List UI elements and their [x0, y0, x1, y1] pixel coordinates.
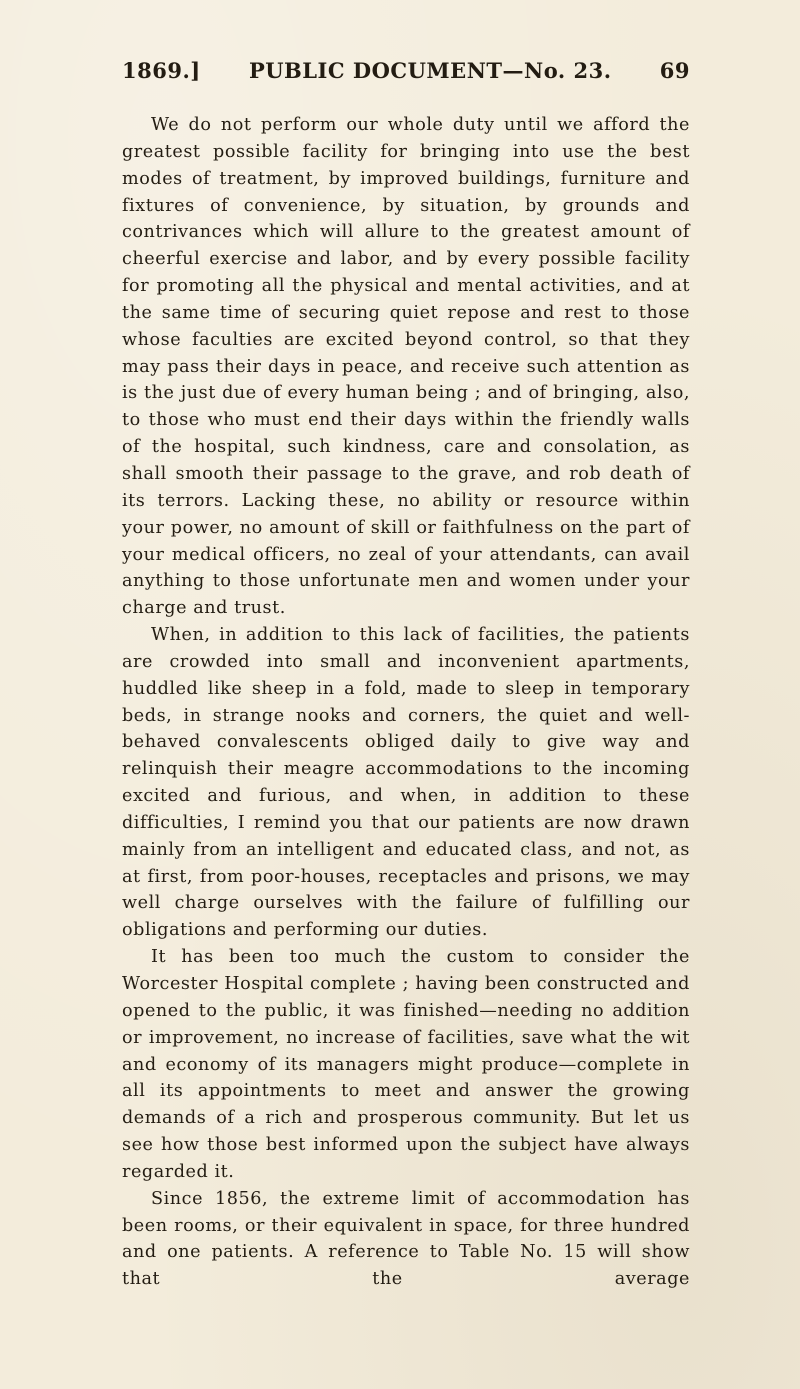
paragraph-3: It has been too much the custom to consider the Worcester Hospital complete ; having been constructed and opened to the public, it was finished—needing no addition or improvement, no increase of facilities, save what the wit and economy of its managers might produce—complete in all its appointments to meet and answer the growing demands of a rich and prosperous community. But let us see how those best informed upon the subject have always regarded it. [122, 947, 690, 1182]
running-header [122, 58, 690, 94]
paragraph-4: Since 1856, the extreme limit of accommodation has been rooms, or their equivalent in space, for three hundred and one patients. A reference to Table No. 15 will show that the average [122, 1188, 690, 1290]
paragraph-2: When, in addition to this lack of facilities, the patients are crowded into small and inconvenient apartments, huddled like sheep in a fold, made to sleep in temporary beds, in strange nooks and corners, the quiet and well-behaved convalescents obliged daily to give way and relinquish their meagre accommodations to the incoming excited and furious, and when, in addition to these difficulties, I remind you that our patients are now drawn mainly from an intelligent and educated class, and not, as at first, from poor-houses, receptacles and prisons, we may well charge ourselves with the failure of fulfilling our obligations and performing our duties. [122, 625, 690, 941]
body-text [122, 112, 690, 1293]
paragraph-1: We do not perform our whole duty until we afford the greatest possible facility for bringing into use the best modes of treatment, by improved buildings, furniture and fixtures of convenience, by situation, by grounds and contrivances which will allure to the greatest amount of cheerful exercise and labor, and by every possible facility for promoting all the physical and mental activities, and at the same time of securing quiet repose and rest to those whose faculties are excited beyond control, so that they may pass their days in peace, and receive such attention as is the just due of every human being ; and of bringing, also, to those who must end their days within the friendly walls of the hospital, such kindness, care and consolation, as shall smooth their passage to the grave, and rob death of its terrors. Lacking these, no ability or resource within your power, no amount of skill or faithfulness on the part of your medical officers, no zeal of your attendants, can avail anything to those unfortunate men and women under your charge and trust. [122, 115, 690, 619]
header-page-number: 69 [659, 58, 690, 83]
header-title: PUBLIC DOCUMENT—No. 23. [248, 58, 612, 83]
header-year: 1869.] [122, 58, 201, 83]
